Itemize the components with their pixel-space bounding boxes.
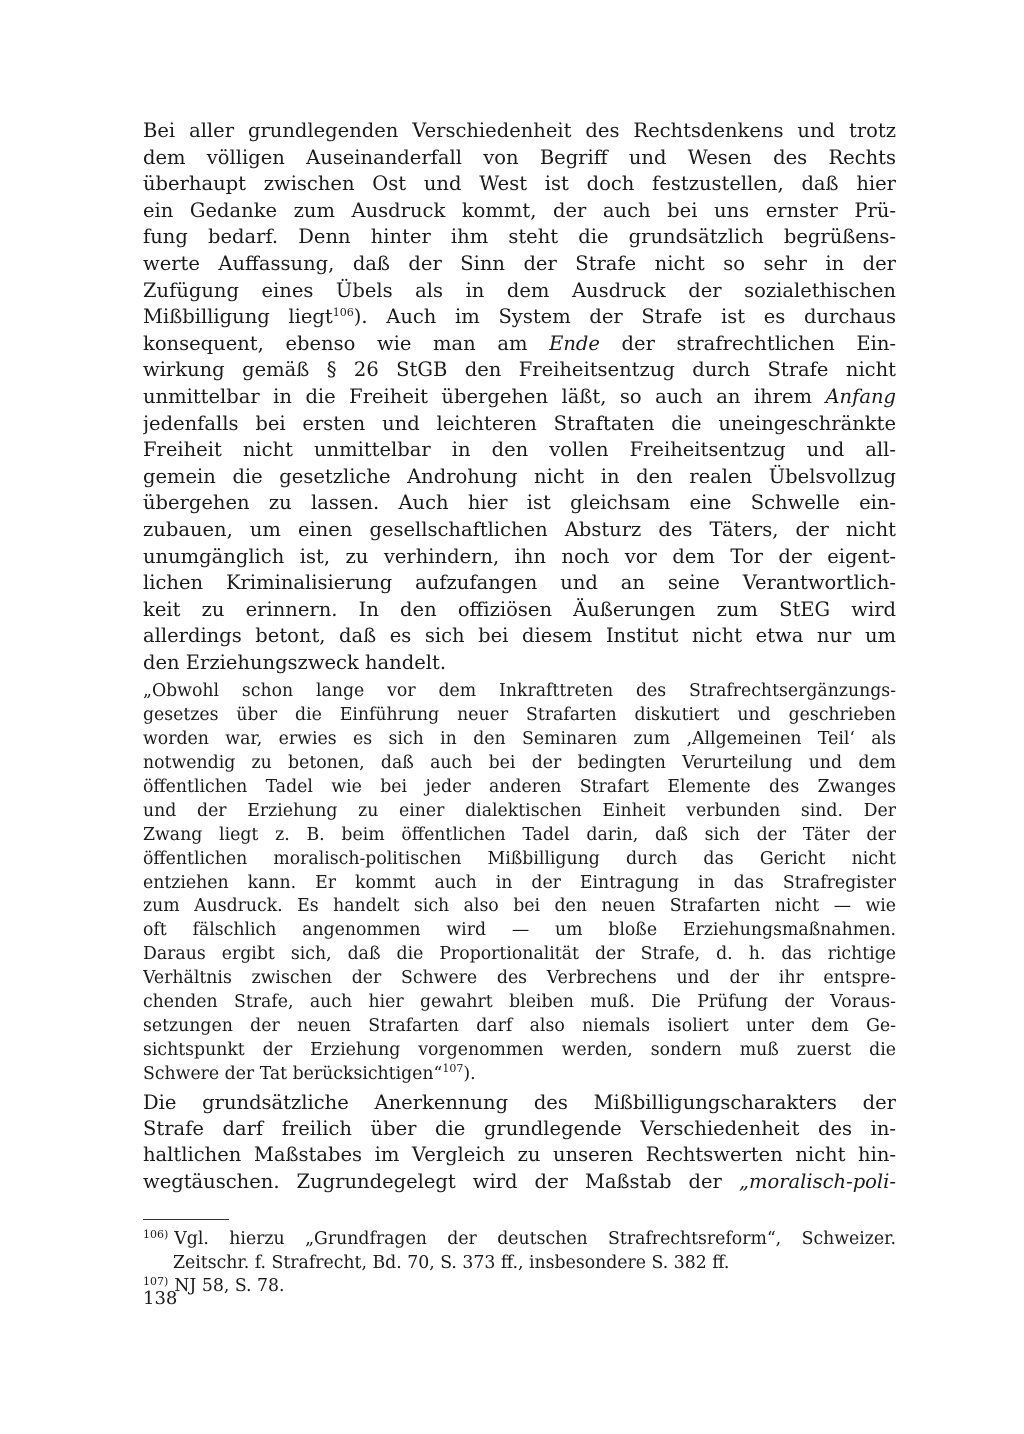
quote-line: setzungen der neuen Strafarten darf also niemals isoliert unter dem Ge- (143, 1015, 896, 1036)
text-line: überhaupt zwischen Ost und West ist doch festzustellen, daß hier (143, 172, 896, 196)
text-line: Strafe darf freilich über die grundlegende Verschiedenheit des in- (143, 1117, 896, 1140)
text-line: allerdings betont, daß es sich bei diesem Institut nicht etwa nur um (143, 624, 896, 648)
quote-line: Zwang liegt z. B. beim öffentlichen Tadel darin, daß sich der Täter der (143, 824, 896, 845)
quote-line: „Obwohl schon lange vor dem Inkrafttreten des Strafrechtsergänzungs- (143, 681, 896, 702)
footnote-separator (143, 1219, 229, 1220)
text-line (143, 1169, 896, 1195)
text-segment: wegtäuschen. Zugrundegelegt wird der Maßstab der (143, 1169, 739, 1193)
text-line (143, 384, 896, 411)
block-quote (143, 680, 896, 1086)
quote-line: öffentlichen Tadel wie bei jeder anderen Strafart Elemente des Zwanges (143, 777, 896, 798)
text-line: den Erziehungszweck handelt. (143, 650, 447, 674)
text-line: fung bedarf. Denn hinter ihm steht die grundsätzlich begrüßens- (143, 225, 896, 249)
text-line: übergehen zu lassen. Auch hier ist gleichsam eine Schwelle ein- (143, 491, 896, 515)
emphasis-ende: Ende (549, 331, 600, 355)
text-segment: unmittelbar in die Freiheit übergehen läßt, so auch an ihrem (143, 384, 826, 408)
text-line (143, 304, 896, 331)
text-segment: Schwere der Tat berücksichtigen“ (143, 1063, 443, 1084)
text-line: Bei aller grundlegenden Verschiedenheit des Rechtsdenkens und trotz (143, 119, 896, 142)
page-number: 138 (143, 1288, 178, 1309)
body-paragraph-2 (143, 1090, 896, 1196)
text-line: Die grundsätzliche Anerkennung des Mißbilligungscharakters der (143, 1090, 896, 1114)
quote-line: Daraus ergibt sich, daß die Proportionalität der Strafe, d. h. das richtige (143, 944, 896, 965)
text-line: zubauen, um einen gesellschaftlichen Absturz des Täters, der nicht (143, 517, 896, 541)
text-line: ein Gedanke zum Ausdruck kommt, der auch bei uns ernster Prü- (143, 198, 896, 222)
quote-line: notwendig zu betonen, daß auch bei der bedingten Verurteilung und dem (143, 753, 896, 774)
footnote-mark: 106) (143, 1228, 169, 1242)
text-line: werte Auffassung, daß der Sinn der Strafe nicht so sehr in der (143, 251, 896, 275)
document-page (143, 118, 896, 1299)
emphasis-anfang: Anfang (825, 384, 896, 408)
quote-line: Verhältnis zwischen der Schwere des Verbrechens und der ihr entspre- (143, 968, 896, 989)
text-segment: konsequent, ebenso wie man am (143, 331, 550, 355)
quote-line: chenden Strafe, auch hier gewahrt bleiben muß. Die Prüfung der Voraus- (143, 992, 896, 1013)
text-line: dem völligen Auseinanderfall von Begriff und Wesen des Rechts (143, 145, 896, 169)
footnote-reference-106: 106 (332, 306, 354, 320)
quote-line (143, 1063, 896, 1087)
quote-line: worden war, erwies es sich in den Seminaren zum ‚Allgemeinen Teil‘ als (143, 729, 896, 750)
text-line: gemein die gesetzliche Androhung nicht in den realen Übelsvollzug (143, 464, 896, 488)
text-line: keit zu erinnern. In den offiziösen Äußerungen zum StEG wird (143, 597, 896, 621)
quote-line: öffentlichen moralisch-politischen Mißbilligung durch das Gericht nicht (143, 848, 896, 869)
text-segment: ). (463, 1063, 476, 1084)
footnote-107 (143, 1275, 896, 1299)
footnote-106 (143, 1228, 896, 1252)
emphasis-moralisch-politisch: „moralisch-poli- (738, 1169, 896, 1193)
text-line: wirkung gemäß § 26 StGB den Freiheitsentzug durch Strafe nicht (143, 358, 896, 382)
footnote-text: NJ 58, S. 78. (174, 1276, 285, 1297)
text-segment: der strafrechtlichen Ein- (599, 331, 896, 355)
text-line (143, 331, 896, 358)
text-line: jedenfalls bei ersten und leichteren Straftaten die uneingeschränkte (143, 411, 896, 435)
text-line: Zufügung eines Übels als in dem Ausdruck der sozialethischen (143, 278, 896, 302)
quote-line: gesetzes über die Einführung neuer Strafarten diskutiert und geschrieben (143, 705, 896, 726)
body-paragraph-1 (143, 118, 896, 676)
quote-line: zum Ausdruck. Es handelt sich also bei den neuen Strafarten nicht — wie (143, 896, 896, 917)
text-line: haltlichen Maßstabes im Vergleich zu unseren Rechtswerten nicht hin- (143, 1143, 896, 1167)
footnote-106-continuation: Zeitschr. f. Strafrecht, Bd. 70, S. 373 ff., insbesondere S. 382 ff. (173, 1252, 730, 1273)
text-line: unumgänglich ist, zu verhindern, ihn noch vor dem Tor der eigent- (143, 544, 896, 568)
footnote-reference-107: 107 (442, 1062, 464, 1075)
quote-line: oft fälschlich angenommen wird — um bloße Erziehungsmaßnahmen. (143, 920, 896, 941)
quote-line: und der Erziehung zu einer dialektischen Einheit verbunden sind. Der (143, 800, 896, 821)
footnote-mark: 107) (143, 1275, 169, 1289)
text-segment: Mißbilligung liegt (143, 305, 333, 329)
text-line: Freiheit nicht unmittelbar in den vollen Freiheitsentzug und all- (143, 438, 896, 462)
footnote-text: Vgl. hierzu „Grundfragen der deutschen Strafrechtsreform“, Schweizer. (174, 1229, 896, 1250)
quote-line: entziehen kann. Er kommt auch in der Eintragung in das Strafregister (143, 872, 896, 893)
footnotes (143, 1228, 896, 1299)
text-line: lichen Kriminalisierung aufzufangen und an seine Verantwortlich- (143, 571, 896, 595)
text-segment: ). Auch im System der Strafe ist es durchaus (353, 305, 896, 329)
quote-line: sichtspunkt der Erziehung vorgenommen werden, sondern muß zuerst die (143, 1039, 896, 1060)
